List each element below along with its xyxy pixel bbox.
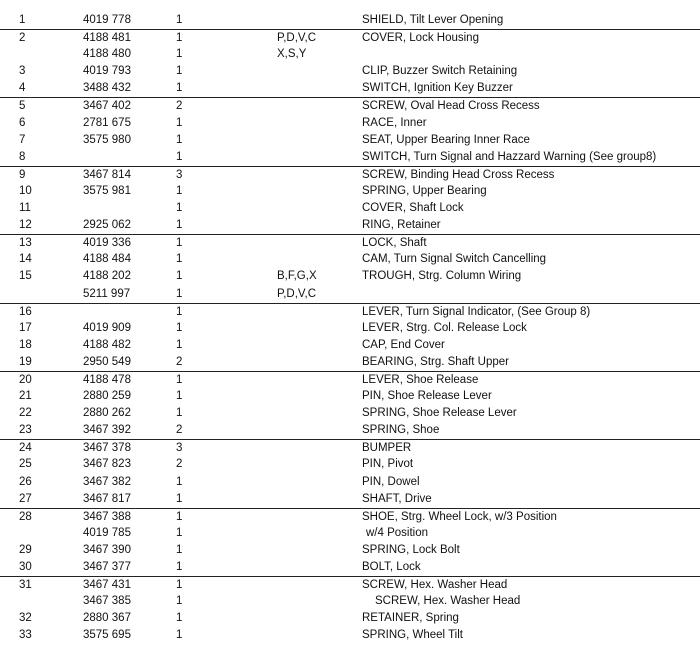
quantity: 1 [176, 407, 183, 420]
table-row [0, 559, 700, 576]
quantity: 1 [176, 629, 183, 642]
description: PIN, Pivot [362, 458, 414, 471]
model-codes: X,S,Y [277, 48, 307, 61]
part-number: 4019 909 [83, 321, 131, 334]
quantity: 1 [176, 612, 183, 625]
quantity: 1 [176, 48, 183, 61]
part-number: 3575 695 [83, 629, 131, 642]
description: SPRING, Wheel Tilt [362, 629, 463, 642]
item-number: 9 [19, 168, 26, 181]
description: COVER, Shaft Lock [362, 202, 464, 215]
item-number: 24 [19, 442, 32, 455]
quantity: 1 [176, 321, 183, 334]
part-number: 4019 778 [83, 14, 131, 26]
item-number: 19 [19, 355, 32, 368]
item-number: 10 [19, 184, 32, 197]
description: LOCK, Shaft [362, 237, 427, 250]
description: RING, Retainer [362, 219, 441, 232]
quantity: 2 [176, 355, 183, 368]
table-row [0, 183, 700, 200]
description: SEAT, Upper Bearing Inner Race [362, 133, 530, 146]
table-row [0, 593, 700, 610]
item-number: 3 [19, 65, 26, 78]
quantity: 1 [176, 595, 183, 608]
table-row [0, 542, 700, 559]
table-row [0, 149, 700, 166]
description: RACE, Inner [362, 116, 427, 129]
item-number: 29 [19, 543, 32, 556]
part-number: 2925 062 [83, 219, 131, 232]
item-number: 17 [19, 321, 32, 334]
part-number: 4188 481 [83, 32, 131, 45]
description: SCREW, Binding Head Cross Recess [362, 168, 555, 181]
description: CLIP, Buzzer Switch Retaining [362, 65, 518, 78]
item-number: 7 [19, 133, 26, 146]
description: PIN, Dowel [362, 475, 420, 488]
quantity: 1 [176, 219, 183, 232]
quantity: 1 [176, 253, 183, 266]
quantity: 2 [176, 458, 183, 471]
part-number: 4188 202 [83, 270, 131, 283]
item-number: 30 [19, 561, 32, 573]
table-row [0, 371, 700, 388]
quantity: 1 [176, 526, 183, 539]
part-number: 2781 675 [83, 116, 131, 129]
description: w/4 Position [366, 526, 429, 539]
model-codes: P,D,V,C [277, 32, 316, 45]
part-number: 4019 785 [83, 526, 131, 539]
item-number: 1 [19, 14, 26, 26]
item-number: 13 [19, 237, 32, 250]
description: TROUGH, Strg. Column Wiring [362, 270, 522, 283]
description: LEVER, Shoe Release [362, 373, 479, 386]
table-row [0, 474, 700, 491]
description: SPRING, Lock Bolt [362, 543, 460, 556]
quantity: 3 [176, 168, 183, 181]
description: LEVER, Turn Signal Indicator, (See Group 8) [362, 305, 591, 318]
item-number: 4 [19, 82, 26, 95]
table-row [0, 97, 700, 114]
table-row [0, 303, 700, 320]
item-number: 5 [19, 100, 26, 113]
model-codes: P,D,V,C [277, 287, 316, 300]
part-number: 4019 793 [83, 65, 131, 78]
item-number: 32 [19, 612, 32, 625]
item-number: 31 [19, 579, 32, 592]
table-row [0, 132, 700, 149]
table-row [0, 525, 700, 542]
quantity: 1 [176, 82, 183, 95]
table-row [0, 422, 700, 439]
part-number: 3488 432 [83, 82, 131, 95]
description: SPRING, Shoe Release Lever [362, 407, 517, 420]
description: CAM, Turn Signal Switch Cancelling [362, 253, 547, 266]
quantity: 1 [176, 133, 183, 146]
table-row [0, 268, 700, 285]
description: CAP, End Cover [362, 338, 445, 351]
part-number: 3467 392 [83, 424, 131, 437]
part-number: 3467 377 [83, 561, 131, 573]
table-row [0, 200, 700, 217]
description: BUMPER [362, 442, 412, 455]
quantity: 2 [176, 100, 183, 113]
quantity: 1 [176, 287, 183, 300]
quantity: 1 [176, 237, 183, 250]
table-row [0, 320, 700, 337]
part-number: 3467 378 [83, 442, 131, 455]
table-row [0, 610, 700, 627]
description: SPRING, Shoe [362, 424, 440, 437]
item-number: 18 [19, 338, 32, 351]
table-row [0, 388, 700, 405]
part-number: 3467 382 [83, 475, 131, 488]
part-number: 4188 480 [83, 48, 131, 61]
table-row [0, 576, 700, 593]
quantity: 1 [176, 305, 183, 318]
table-row [0, 115, 700, 132]
quantity: 1 [176, 579, 183, 592]
item-number: 22 [19, 407, 32, 420]
description: SHAFT, Drive [362, 492, 432, 505]
item-number: 11 [19, 202, 31, 215]
table-row [0, 251, 700, 268]
part-number: 3467 817 [83, 492, 131, 505]
quantity: 1 [176, 65, 183, 78]
part-number: 3467 388 [83, 510, 131, 523]
table-row [0, 286, 700, 303]
part-number: 2880 259 [83, 390, 131, 403]
part-number: 3575 981 [83, 184, 131, 197]
table-row [0, 456, 700, 473]
quantity: 1 [176, 543, 183, 556]
part-number: 3467 385 [83, 595, 131, 608]
item-number: 23 [19, 424, 32, 437]
item-number: 8 [19, 150, 26, 163]
item-number: 28 [19, 510, 32, 523]
part-number: 4188 478 [83, 373, 131, 386]
description: SCREW, Hex. Washer Head [375, 595, 521, 608]
part-number: 2880 262 [83, 407, 131, 420]
table-row [0, 439, 700, 456]
item-number: 15 [19, 270, 32, 283]
description: PIN, Shoe Release Lever [362, 390, 492, 403]
table-row [0, 217, 700, 234]
part-number: 4188 484 [83, 253, 131, 266]
quantity: 1 [176, 492, 183, 505]
quantity: 1 [176, 150, 183, 163]
quantity: 1 [176, 116, 183, 129]
table-row [0, 234, 700, 251]
description: COVER, Lock Housing [362, 32, 479, 45]
part-number: 2950 549 [83, 355, 131, 368]
quantity: 1 [176, 14, 183, 26]
part-number: 3467 814 [83, 168, 131, 181]
description: BEARING, Strg. Shaft Upper [362, 355, 510, 368]
part-number: 3575 980 [83, 133, 131, 146]
item-number: 25 [19, 458, 32, 471]
item-number: 6 [19, 116, 26, 129]
part-number: 4188 482 [83, 338, 131, 351]
quantity: 1 [176, 202, 183, 215]
description: SCREW, Hex. Washer Head [362, 579, 508, 592]
quantity: 1 [176, 338, 183, 351]
quantity: 1 [176, 270, 183, 283]
table-row [0, 166, 700, 183]
description: SHIELD, Tilt Lever Opening [362, 14, 504, 26]
part-number: 3467 402 [83, 100, 131, 113]
part-number: 4019 336 [83, 237, 131, 250]
item-number: 20 [19, 373, 32, 386]
description: BOLT, Lock [362, 561, 421, 573]
part-number: 3467 823 [83, 458, 131, 471]
part-number: 5211 997 [83, 287, 131, 300]
quantity: 1 [176, 184, 183, 197]
table-row [0, 354, 700, 371]
item-number: 2 [19, 32, 26, 45]
table-row [0, 46, 700, 63]
part-number: 3467 390 [83, 543, 131, 556]
quantity: 1 [176, 475, 183, 488]
quantity: 1 [176, 510, 183, 523]
item-number: 16 [19, 305, 32, 318]
item-number: 14 [19, 253, 32, 266]
table-row [0, 627, 700, 644]
part-number: 2880 367 [83, 612, 131, 625]
item-number: 21 [19, 390, 32, 403]
part-number: 3467 431 [83, 579, 131, 592]
item-number: 12 [19, 219, 32, 232]
quantity: 1 [176, 373, 183, 386]
description: SCREW, Oval Head Cross Recess [362, 100, 540, 113]
description: SWITCH, Ignition Key Buzzer [362, 82, 513, 95]
table-row [0, 508, 700, 525]
description: RETAINER, Spring [362, 612, 459, 625]
description: SWITCH, Turn Signal and Hazzard Warning (See group8) [362, 150, 657, 163]
table-row [0, 337, 700, 354]
description: SPRING, Upper Bearing [362, 184, 487, 197]
quantity: 1 [176, 32, 183, 45]
item-number: 27 [19, 492, 32, 505]
quantity: 1 [176, 561, 183, 573]
table-row [0, 405, 700, 422]
table-row [0, 491, 700, 508]
table-row [0, 63, 700, 80]
description: SHOE, Strg. Wheel Lock, w/3 Position [362, 510, 557, 523]
quantity: 3 [176, 442, 183, 455]
item-number: 26 [19, 475, 32, 488]
table-row [0, 12, 700, 29]
quantity: 2 [176, 424, 183, 437]
table-row [0, 80, 700, 97]
quantity: 1 [176, 390, 183, 403]
table-row [0, 29, 700, 46]
item-number: 33 [19, 629, 32, 642]
parts-list-table [0, 12, 700, 644]
description: LEVER, Strg. Col. Release Lock [362, 321, 527, 334]
model-codes: B,F,G,X [277, 270, 317, 283]
